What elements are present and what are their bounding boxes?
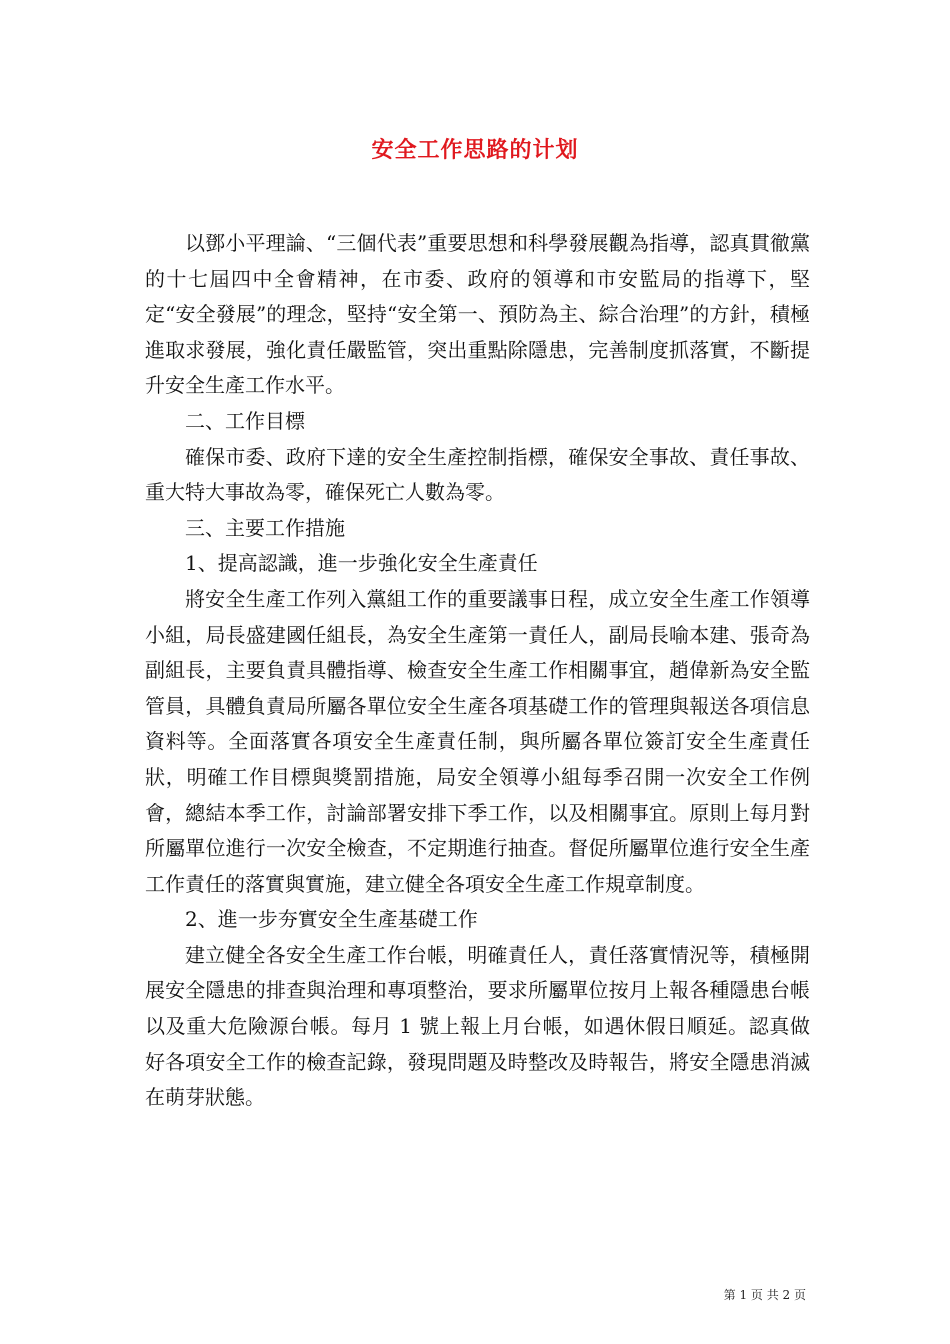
- subheading-foundation: 2、進一步夯實安全生產基礎工作: [185, 907, 478, 932]
- foundation-paragraph: 建立健全各安全生產工作台帳，明確責任人，責任落實情況等，積極開展安全隱患的排查與治理和專項整治，要求所屬單位按月上報各種隱患台帳以及重大危險源台帳。每月 1 號上報上月台帳，如遇休假日順延。認真做好各項安全工作的檢查記錄，發現問題及時整改及時報告，將安全隱患消滅在萌芽狀態。: [145, 942, 810, 1110]
- goals-paragraph: 確保市委、政府下達的安全生產控制指標，確保安全事故、責任事故、重大特大事故為零，確保死亡人數為零。: [145, 444, 810, 505]
- document-body: [145, 226, 810, 1116]
- intro-paragraph: 以鄧小平理論、“三個代表”重要思想和科學發展觀為指導，認真貫徹黨的十七屆四中全會精神，在市委、政府的領導和市安監局的指導下，堅定“安全發展”的理念，堅持“安全第一、預防為主、綜合治理”的方針，積極進取求發展，強化責任嚴監管，突出重點除隱患，完善制度抓落實，不斷提升安全生產工作水平。: [145, 231, 810, 398]
- section-heading-goals: 二、工作目標: [185, 408, 305, 433]
- page-number-footer: 第 1 页 共 2 页: [723, 1288, 806, 1302]
- document-title: 安全工作思路的计划: [371, 137, 579, 163]
- responsibility-paragraph: 將安全生產工作列入黨組工作的重要議事日程，成立安全生產工作領導小組，局長盛建國任組長，為安全生產第一責任人，副局長喻本建、張奇為副組長，主要負責具體指導、檢查安全生產工作相關事宜，趙偉新為安全監管員，具體負責局所屬各單位安全生產各項基礎工作的管理與報送各項信息資料等。全面落實各項安全生產責任制，與所屬各單位簽訂安全生產責任狀，明確工作目標與獎罰措施，局安全領導小組每季召開一次安全工作例會，總結本季工作，討論部署安排下季工作，以及相關事宜。原則上每月對所屬單位進行一次安全檢查，不定期進行抽查。督促所屬單位進行安全生產工作責任的落實與實施，建立健全各項安全生產工作規章制度。: [145, 586, 810, 896]
- section-heading-measures: 三、主要工作措施: [185, 515, 345, 540]
- subheading-responsibility: 1、提高認識，進一步強化安全生產責任: [185, 551, 538, 576]
